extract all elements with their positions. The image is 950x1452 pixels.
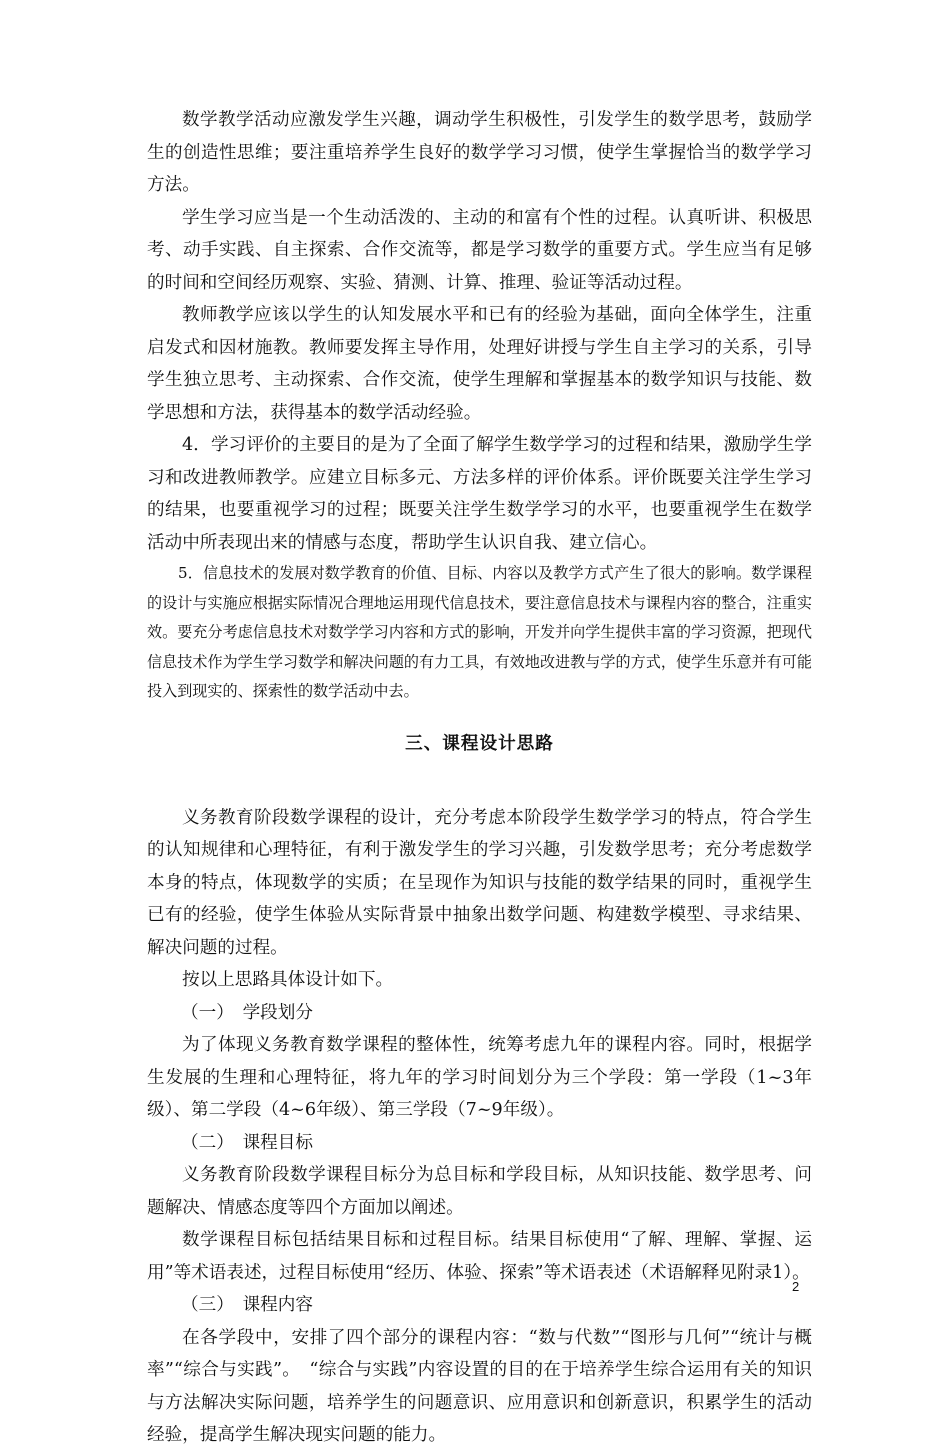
page-number: 2 — [792, 1279, 800, 1294]
subsection-heading-content: （三） 课程内容 — [181, 1295, 313, 1315]
paragraph-teaching-activity: 数学教学活动应激发学生兴趣，调动学生积极性，引发学生的数学思考，鼓励学生的创造性思维；要注重培养学生良好的数学学习习惯，使学生掌握恰当的数学学习方法。 — [147, 110, 812, 195]
paragraph-goals-1: 义务教育阶段数学课程目标分为总目标和学段目标，从知识技能、数学思考、问题解决、情感态度等四个方面加以阐述。 — [147, 1165, 812, 1218]
paragraph-content: 在各学段中，安排了四个部分的课程内容：“数与代数”“图形与几何”“统计与概率”“综合与实践”。 “综合与实践”内容设置的目的在于培养学生综合运用有关的知识与方法解决实际问题，培养学生的问题意识、应用意识和创新意识，积累学生的活动经验，提高学生解决现实问题的能力。 — [147, 1327, 812, 1445]
subsection-heading-stages: （一） 学段划分 — [181, 1002, 313, 1023]
paragraph-design-intro: 义务教育阶段数学课程的设计，充分考虑本阶段学生数学学习的特点，符合学生的认知规律和心理特征，有利于激发学生的学习兴趣，引发数学思考；充分考虑数学本身的特点，体现数学的实质；在呈现作为知识与技能的数学结果的同时，重视学生已有的经验，使学生体验从实际背景中抽象出数学问题、构建数学模型、寻求结果、解决问题的过程。 — [147, 807, 812, 958]
paragraph-student-learning: 学生学习应当是一个生动活泼的、主动的和富有个性的过程。认真听讲、积极思考、动手实践、自主探索、合作交流等，都是学习数学的重要方式。学生应当有足够的时间和空间经历观察、实验、猜测、计算、推理、验证等活动过程。 — [147, 207, 812, 293]
paragraph-goals-2: 数学课程目标包括结果目标和过程目标。结果目标使用“了解、理解、掌握、运用”等术语表述，过程目标使用“经历、体验、探索”等术语表述（术语解释见附录1）。 — [147, 1230, 812, 1283]
paragraph-evaluation: 4．学习评价的主要目的是为了全面了解学生数学学习的过程和结果，激励学生学习和改进教师教学。应建立目标多元、方法多样的评价体系。评价既要关注学生学习的结果，也要重视学习的过程；既要关注学生数学学习的水平，也要重视学生在数学活动中所表现出来的情感与态度，帮助学生认识自我、建立信心。 — [147, 435, 812, 553]
document-page — [147, 104, 812, 1452]
paragraph-design-follow: 按以上思路具体设计如下。 — [182, 970, 394, 990]
paragraph-information-technology: 5．信息技术的发展对数学教育的价值、目标、内容以及教学方式产生了很大的影响。数学课程的设计与实施应根据实际情况合理地运用现代信息技术，要注意信息技术与课程内容的整合，注重实效。要充分考虑信息技术对数学学习内容和方式的影响，开发并向学生提供丰富的学习资源，把现代信息技术作为学生学习数学和解决问题的有力工具，有效地改进教与学的方式，使学生乐意并有可能投入到现实的、探索性的数学活动中去。 — [147, 564, 812, 700]
subsection-heading-goals: （二） 课程目标 — [181, 1132, 313, 1153]
paragraph-teacher-teaching: 教师教学应该以学生的认知发展水平和已有的经验为基础，面向全体学生，注重启发式和因材施教。教师要发挥主导作用，处理好讲授与学生自主学习的关系，引导学生独立思考、主动探索、合作交流，使学生理解和掌握基本的数学知识与技能、数学思想和方法，获得基本的数学活动经验。 — [147, 305, 812, 423]
section-heading: 三、课程设计思路 — [405, 732, 554, 754]
paragraph-stages: 为了体现义务教育数学课程的整体性，统筹考虑九年的课程内容。同时，根据学生发展的生理和心理特征，将九年的学习时间划分为三个学段：第一学段（1~3年级）、第二学段（4~6年级）、第三学段（7~9年级）。 — [147, 1035, 812, 1120]
